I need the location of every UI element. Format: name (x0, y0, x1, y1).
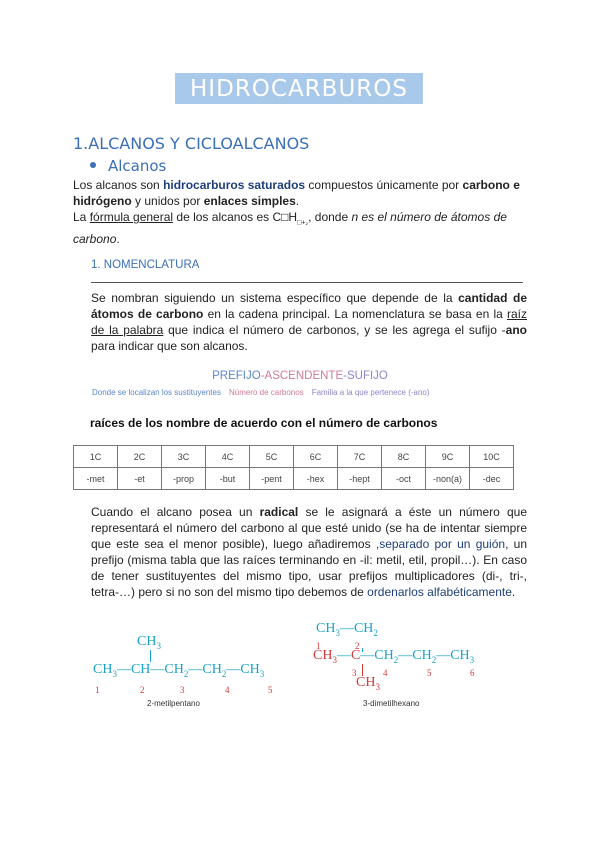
table-cell-carbons: 10C (470, 446, 514, 468)
suffix-label: SUFIJO (346, 370, 388, 382)
title-banner (175, 73, 423, 104)
table-cell-root: -hept (338, 468, 382, 490)
table-cell-carbons: 7C (338, 446, 382, 468)
dash: - (343, 370, 347, 382)
table-cell-carbons: 2C (118, 446, 162, 468)
intro-text: La (73, 210, 90, 224)
bullet-dot-icon (90, 162, 96, 168)
radical-paragraph (91, 504, 527, 600)
intro-italic: n es el número de átomos de carbono (73, 210, 507, 247)
atom: $CH_3$ (316, 621, 340, 638)
molecule1-chain: $CH_3—CH—CH_2—CH_2—CH_3$ (93, 662, 265, 679)
ascendente-label: ASCENDENTE (264, 370, 344, 382)
formula-text: de los alcanos es C (173, 210, 282, 224)
intro-term-formula: fórmula general (89, 210, 174, 224)
nomenclature-heading: 1. NOMENCLATURA (91, 259, 200, 271)
formula-sub: □ (297, 219, 302, 227)
table-cell-carbons: 3C (162, 446, 206, 468)
carbon-number: 2 (140, 684, 145, 695)
nomen-term: ano (505, 323, 527, 337)
carbon-number: 2 (355, 640, 360, 651)
table-cell-carbons: 1C (74, 446, 118, 468)
table-cell-root: -non(a) (426, 468, 470, 490)
carbon-number: 5 (268, 684, 273, 695)
nomen-text: que indica el número de carbonos, y se les agrega el sufijo - (163, 323, 506, 337)
nomen-term: cantidad de átomos de carbono (91, 291, 527, 321)
table-cell-carbons: 8C (382, 446, 426, 468)
roots-table (73, 445, 514, 490)
molecule1-substituent: $CH_3$ (137, 634, 161, 651)
intro-text: , donde (308, 210, 352, 224)
table-cell-root: -oct (382, 468, 426, 490)
carbon-number: 1 (316, 640, 321, 651)
intro-text: . (116, 232, 120, 247)
carbon-number: 4 (383, 667, 388, 678)
atom: $CH_2$ (202, 662, 227, 679)
molecule2-substituent: $CH_3$ (356, 675, 380, 692)
carbon-number: 3 (352, 667, 357, 678)
table-row-roots (74, 468, 514, 490)
carbon-number: 3 (180, 684, 185, 695)
bullet-item-alcanos (90, 157, 166, 175)
table-cell-carbons: 9C (426, 446, 470, 468)
suffix-desc: Familia a la que pertenece (-ano) (311, 388, 430, 397)
table-cell-root: -dec (470, 468, 514, 490)
atom: $CH_3$ (93, 662, 117, 679)
intro-text: . (295, 194, 300, 208)
carbon-number: 5 (427, 667, 432, 678)
formula-sub: +₂ (301, 219, 309, 227)
prefix-desc: Donde se localizan los sustituyentes (92, 388, 221, 397)
divider (91, 282, 523, 283)
intro-term-enlaces: enlaces simples (203, 194, 296, 208)
table-cell-root: -but (206, 468, 250, 490)
intro-text: compuestos únicamente por (305, 178, 463, 192)
radical-text: Cuando el alcano posea un (91, 505, 260, 519)
atom: C (350, 648, 361, 663)
nomen-text: en la cadena principal. La nomenclatura se basa en la (203, 307, 507, 321)
molecule1-caption: 2-metilpentano (147, 699, 200, 708)
atom: $CH_3$ (450, 648, 475, 665)
bullet-label: Alcanos (108, 157, 167, 175)
radical-text: . (511, 585, 516, 599)
nomen-text: para indicar que son alcanos. (91, 339, 248, 353)
intro-paragraph (73, 177, 528, 247)
table-cell-root: -et (118, 468, 162, 490)
page-title: HIDROCARBUROS (190, 75, 408, 102)
radical-highlight: ordenarlos alfabéticamente (367, 585, 512, 599)
nomenclature-paragraph (91, 290, 527, 354)
radical-term: radical (259, 505, 299, 519)
table-cell-carbons: 4C (206, 446, 250, 468)
nomen-text: Se nombran siguiendo un sistema específico que depende de la (91, 291, 459, 305)
molecule1-bond (150, 650, 151, 662)
atom: $CH_3$ (313, 648, 337, 665)
table-cell-root: -met (74, 468, 118, 490)
intro-term-saturados: hidrocarburos saturados (163, 178, 306, 192)
table-cell-root: -pent (250, 468, 294, 490)
roots-title: raíces de los nombre de acuerdo con el número de carbonos (90, 416, 438, 430)
prefix-structure (0, 370, 600, 382)
dash: - (260, 370, 265, 382)
radical-highlight: ,separado por un guión (375, 537, 506, 551)
atom: $CH_2$ (164, 662, 189, 679)
atom: $CH_2$ (412, 648, 437, 665)
molecule2-chain: $CH_3—C—CH_2—CH_2—CH_3$ (313, 648, 475, 665)
atom: $CH_2$ (353, 621, 378, 638)
ascendente-desc: Número de carbonos (228, 388, 304, 397)
intro-text: y unidos por (131, 194, 204, 208)
table-cell-carbons: 5C (250, 446, 294, 468)
table-cell-carbons: 6C (294, 446, 338, 468)
carbon-number: 6 (470, 667, 475, 678)
nomen-underline: raíz de la palabra (91, 307, 527, 337)
section-heading: 1.ALCANOS Y CICLOALCANOS (73, 134, 310, 153)
radical-text: se le asignará a éste un número que representará el número del carbono al que esté unido (se ha de intentar siempre que este sea el menor posible), luego añadiremos (91, 505, 527, 551)
radical-text: , un prefijo (misma tabla que las raíces terminando en -il: metil, etil, propil…). En caso de tener sustituyentes del mismo tipo, usar prefijos multiplicadores (di-, tri-, tetra-…) pero si no son del mismo tipo debemos de (91, 537, 528, 599)
table-cell-root: -prop (162, 468, 206, 490)
atom: CH (130, 662, 151, 677)
atom: $CH_2$ (374, 648, 399, 665)
carbon-number: 1 (95, 684, 100, 695)
intro-term-carbono: carbono e hidrógeno (73, 178, 520, 208)
atom: $CH_3$ (240, 662, 265, 679)
table-row-carbons (74, 446, 514, 468)
prefix-descriptions (92, 388, 438, 397)
carbon-number: 4 (225, 684, 230, 695)
formula-text: □H (281, 210, 298, 224)
molecule2-top-chain: $CH_3—CH_2$ (316, 621, 378, 638)
prefix-label: PREFIJO (212, 370, 261, 382)
intro-text: Los alcanos son (73, 178, 164, 192)
molecule2-caption: 3-dimetilhexano (363, 699, 420, 708)
table-cell-root: -hex (294, 468, 338, 490)
